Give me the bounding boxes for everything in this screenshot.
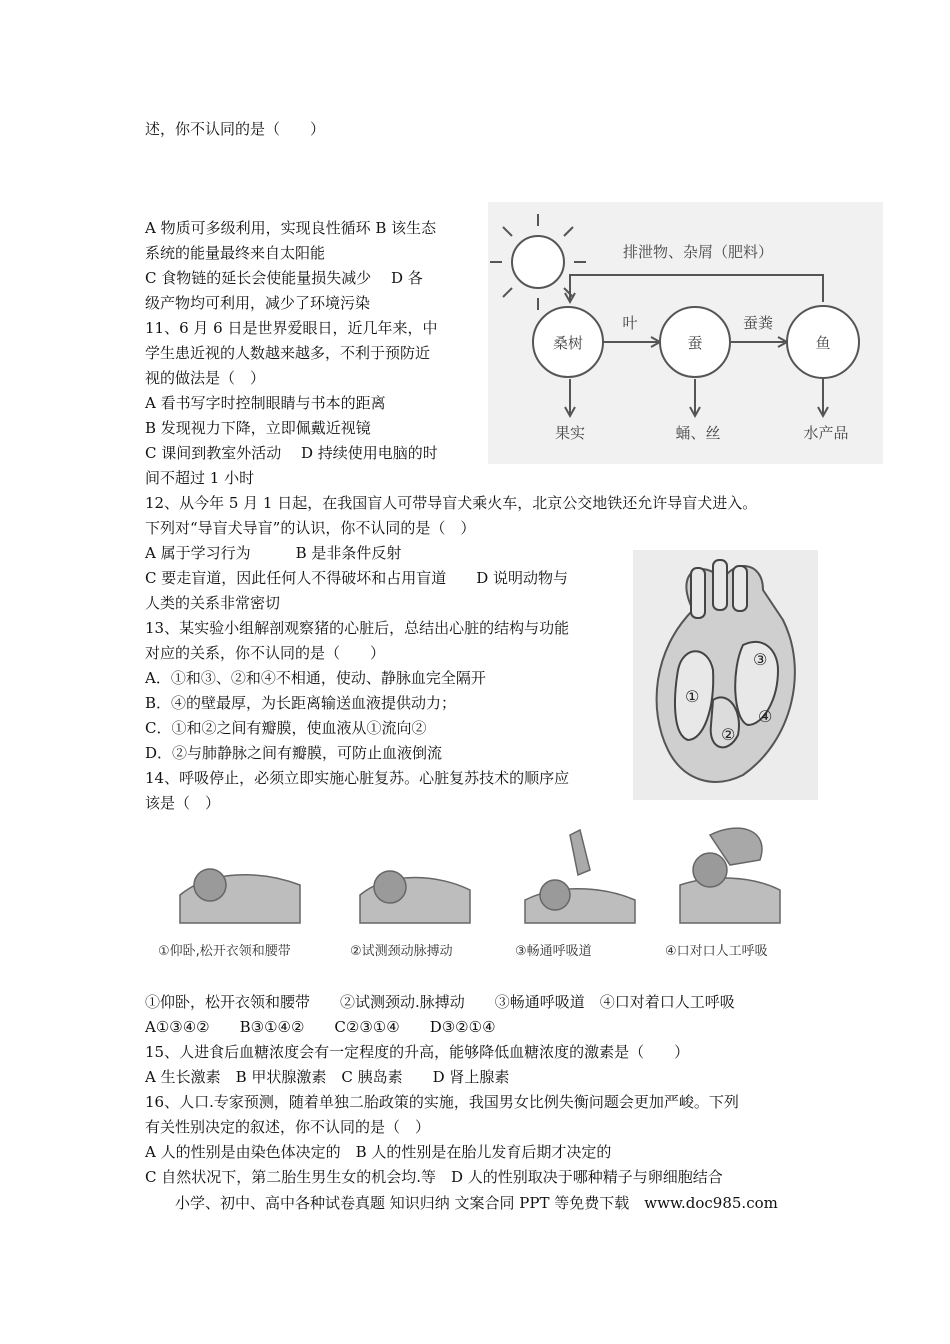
page-footer: 小学、初中、高中各种试卷真题 知识归纳 文案合同 PPT 等免费下载 www.doc985.com — [175, 1194, 778, 1212]
text-line: 16、人口.专家预测，随着单独二胎政策的实施，我国男女比例失衡问题会更加严峻。下列 — [145, 1093, 739, 1111]
heart-label: ④ — [758, 707, 773, 726]
eco-output: 水产品 — [803, 424, 849, 442]
text-line: 学生患近视的人数越来越多，不利于预防近 — [145, 344, 431, 362]
eco-edge-label: 蚕粪 — [742, 314, 774, 332]
text-line: C 要走盲道，因此任何人不得破坏和占用盲道 D 说明动物与 — [145, 569, 569, 587]
text-line: 级产物均可利用，减少了环境污染 — [145, 294, 371, 312]
text-line: 有关性别决定的叙述，你不认同的是（ ） — [145, 1118, 431, 1136]
text-line: A 生长激素 B 甲状腺激素 C 胰岛素 D 肾上腺素 — [145, 1068, 510, 1086]
text-line: 下列对“导盲犬导盲”的认识，你不认同的是（ ） — [145, 519, 476, 537]
heart-label: ② — [721, 725, 736, 744]
eco-edge-label: 叶 — [622, 314, 638, 332]
text-line: 该是（ ） — [145, 794, 221, 812]
eco-output: 果实 — [554, 424, 586, 442]
text-line: 系统的能量最终来自太阳能 — [145, 244, 326, 262]
text-line: A 看书写字时控制眼睛与书本的距离 — [145, 394, 386, 412]
text-line: ①仰卧，松开衣领和腰带 ②试测颈动.脉搏动 ③畅通呼吸道 ④口对着口人工呼吸 — [145, 993, 735, 1011]
heart-label: ③ — [753, 650, 768, 669]
eco-output: 蛹、丝 — [675, 424, 721, 442]
text-line: 11、6 月 6 日是世界爱眼日，近几年来，中 — [145, 319, 438, 337]
text-line: C 自然状况下，第二胎生男生女的机会均.等 D 人的性别取决于哪种精子与卵细胞结合 — [145, 1168, 723, 1186]
text-line: A 人的性别是由染色体决定的 B 人的性别是在胎儿发育后期才决定的 — [145, 1143, 612, 1161]
eco-node: 桑树 — [552, 334, 584, 352]
ecosystem-diagram — [488, 202, 883, 464]
eco-top-label: 排泄物、杂屑（肥料） — [623, 243, 774, 261]
text-line: A 属于学习行为 B 是非条件反射 — [145, 544, 402, 562]
eco-node: 蚕 — [687, 334, 703, 352]
text-line: 15、人进食后血糖浓度会有一定程度的升高，能够降低血糖浓度的激素是（ ） — [145, 1043, 690, 1061]
text-line: 13、某实验小组解剖观察猪的心脏后，总结出心脏的结构与功能 — [145, 619, 570, 637]
cpr-step-caption: ④口对口人工呼吸 — [665, 944, 768, 959]
heart-label: ① — [685, 687, 700, 706]
cpr-step-caption: ②试测颈动脉搏动 — [350, 944, 453, 959]
text-line: D．②与肺静脉之间有瓣膜，可防止血液倒流 — [145, 744, 443, 762]
text-line: 对应的关系，你不认同的是（ ） — [145, 644, 386, 662]
cpr-step-caption: ③畅通呼吸道 — [515, 944, 592, 959]
text-line: 人类的关系非常密切 — [145, 594, 281, 612]
cpr-step-caption: ①仰卧,松开衣领和腰带 — [158, 944, 291, 959]
text-line: C 课间到教室外活动 D 持续使用电脑的时 — [145, 444, 438, 462]
text-line: 述，你不认同的是（ ） — [145, 120, 326, 138]
text-line: 视的做法是（ ） — [145, 369, 266, 387]
text-line: B 发现视力下降，立即佩戴近视镜 — [145, 419, 371, 437]
text-line: B．④的壁最厚，为长距离输送血液提供动力； — [145, 694, 457, 712]
text-line: 间不超过 1 小时 — [145, 469, 255, 487]
text-line: 14、呼吸停止，必须立即实施心脏复苏。心脏复苏技术的顺序应 — [145, 769, 570, 787]
text-line: C 食物链的延长会使能量损失减少 D 各 — [145, 269, 423, 287]
text-line: A①③④② B③①④② C②③①④ D③②①④ — [145, 1018, 496, 1036]
text-line: 12、从今年 5 月 1 日起，在我国盲人可带导盲犬乘火车，北京公交地铁还允许导盲犬进入。 — [145, 494, 758, 512]
text-line: A 物质可多级利用，实现良性循环 B 该生态 — [145, 219, 437, 237]
eco-node: 鱼 — [815, 334, 831, 352]
cpr-illustration — [150, 815, 810, 970]
text-line: C．①和②之间有瓣膜，使血液从①流向② — [145, 719, 427, 737]
heart-diagram — [633, 550, 818, 800]
text-line: A．①和③、②和④不相通，使动、静脉血完全隔开 — [145, 669, 486, 687]
